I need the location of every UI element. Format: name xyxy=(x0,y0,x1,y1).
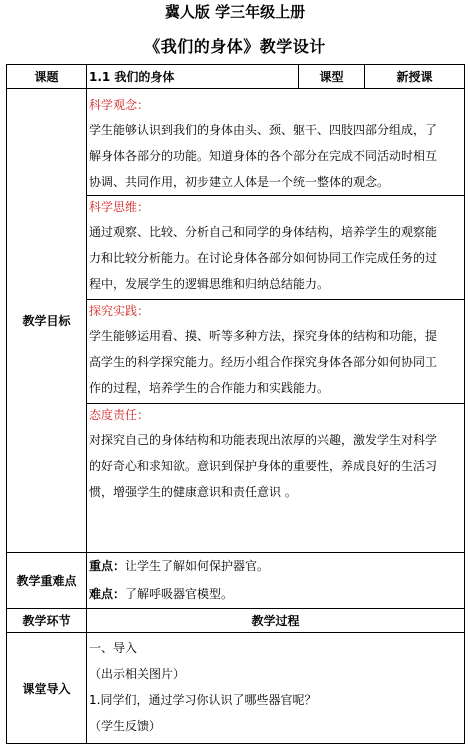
intro-line: 1.同学们，通过学习你认识了哪些器官呢？ xyxy=(89,693,317,707)
goal-section-line: 程中，发展学生的逻辑思维和归纳总结能力。 xyxy=(89,277,330,291)
key-points-content-cell xyxy=(86,552,465,609)
process-header: 教学过程 xyxy=(251,614,300,628)
goal-section-line: 惯，增强学生的健康意识和责任意识 。 xyxy=(89,485,297,499)
intro-label-cell xyxy=(6,632,87,744)
topic-value-cell xyxy=(86,64,299,89)
goal-section-title: 探究实践： xyxy=(89,304,150,318)
goal-section-line: 高学生的科学探究能力。经历小组合作探究身体各部分如何协同工 xyxy=(89,355,438,369)
lesson-type-label-cell xyxy=(298,64,365,89)
goal-section-practice xyxy=(87,301,464,401)
intro-line: （出示相关图片） xyxy=(89,667,186,681)
lesson-type-value: 新授课 xyxy=(396,70,433,84)
goal-section-line: 通过观察、比较、分析自己和同学的身体结构，培养学生的观察能 xyxy=(89,225,438,239)
key-points-label-cell xyxy=(6,552,87,609)
section-divider xyxy=(87,195,464,196)
difficult-point-label: 难点： xyxy=(89,587,126,601)
goal-section-concept xyxy=(87,95,464,195)
topic-label-cell xyxy=(6,64,87,89)
goal-section-line: 解身体各部分的功能。知道身体的各个部分在完成不同活动时相互 xyxy=(89,149,438,163)
intro-content-cell xyxy=(86,632,465,744)
goal-section-line: 的好奇心和求知欲。意识到保护身体的重要性，养成良好的生活习 xyxy=(89,459,438,473)
difficult-point-line xyxy=(87,581,233,607)
section-divider xyxy=(87,299,464,300)
section-divider xyxy=(87,403,464,404)
goal-section-line: 协调、共同作用，初步建立人体是一个统一整体的观念。 xyxy=(89,175,390,189)
intro-content xyxy=(87,635,464,739)
goal-section-line: 对探究自己的身体结构和功能表现出浓厚的兴趣，激发学生对科学 xyxy=(89,433,438,447)
process-header-cell xyxy=(86,608,465,633)
topic-value: 1.1 我们的身体 xyxy=(89,70,175,84)
goal-section-attitude xyxy=(87,405,464,505)
intro-line: （学生反馈） xyxy=(89,719,162,733)
lesson-type-label: 课型 xyxy=(319,70,344,84)
lesson-plan-table xyxy=(6,64,465,740)
document-subtitle: 冀人版 学三年级上册 xyxy=(164,3,306,21)
key-point-label: 重点： xyxy=(89,559,126,573)
difficult-point-text: 了解呼吸器官模型。 xyxy=(125,587,234,601)
process-stage-header-cell xyxy=(6,608,87,633)
intro-label: 课堂导入 xyxy=(22,681,71,696)
goals-content-cell xyxy=(86,88,465,553)
goal-section-title: 态度责任： xyxy=(89,408,150,422)
process-stage-header: 教学环节 xyxy=(22,614,71,628)
goal-section-line: 学生能够运用看、摸、听等多种方法，探究身体的结构和功能，提 xyxy=(89,329,438,343)
intro-line: 一、导入 xyxy=(89,641,138,655)
key-points-label: 教学重难点 xyxy=(16,574,77,588)
goal-section-line: 力和比较分析能力。在讨论身体各部分如何协同工作完成任务的过 xyxy=(89,251,438,265)
goal-section-line: 作的过程，培养学生的合作能力和实践能力。 xyxy=(89,381,330,395)
goal-section-thinking xyxy=(87,197,464,297)
lesson-type-value-cell xyxy=(364,64,465,89)
topic-label: 课题 xyxy=(34,70,59,84)
document-title: 《我们的身体》教学设计 xyxy=(144,37,326,56)
key-point-line xyxy=(87,553,269,579)
goal-section-title: 科学观念： xyxy=(89,98,150,112)
key-point-text: 让学生了解如何保护器官。 xyxy=(125,559,270,573)
goal-section-title: 科学思维： xyxy=(89,200,150,214)
goal-section-line: 学生能够认识到我们的身体由头、颈、躯干、四肢四部分组成，了 xyxy=(89,123,438,137)
goals-label-cell xyxy=(6,88,87,553)
goals-label: 教学目标 xyxy=(22,314,71,328)
